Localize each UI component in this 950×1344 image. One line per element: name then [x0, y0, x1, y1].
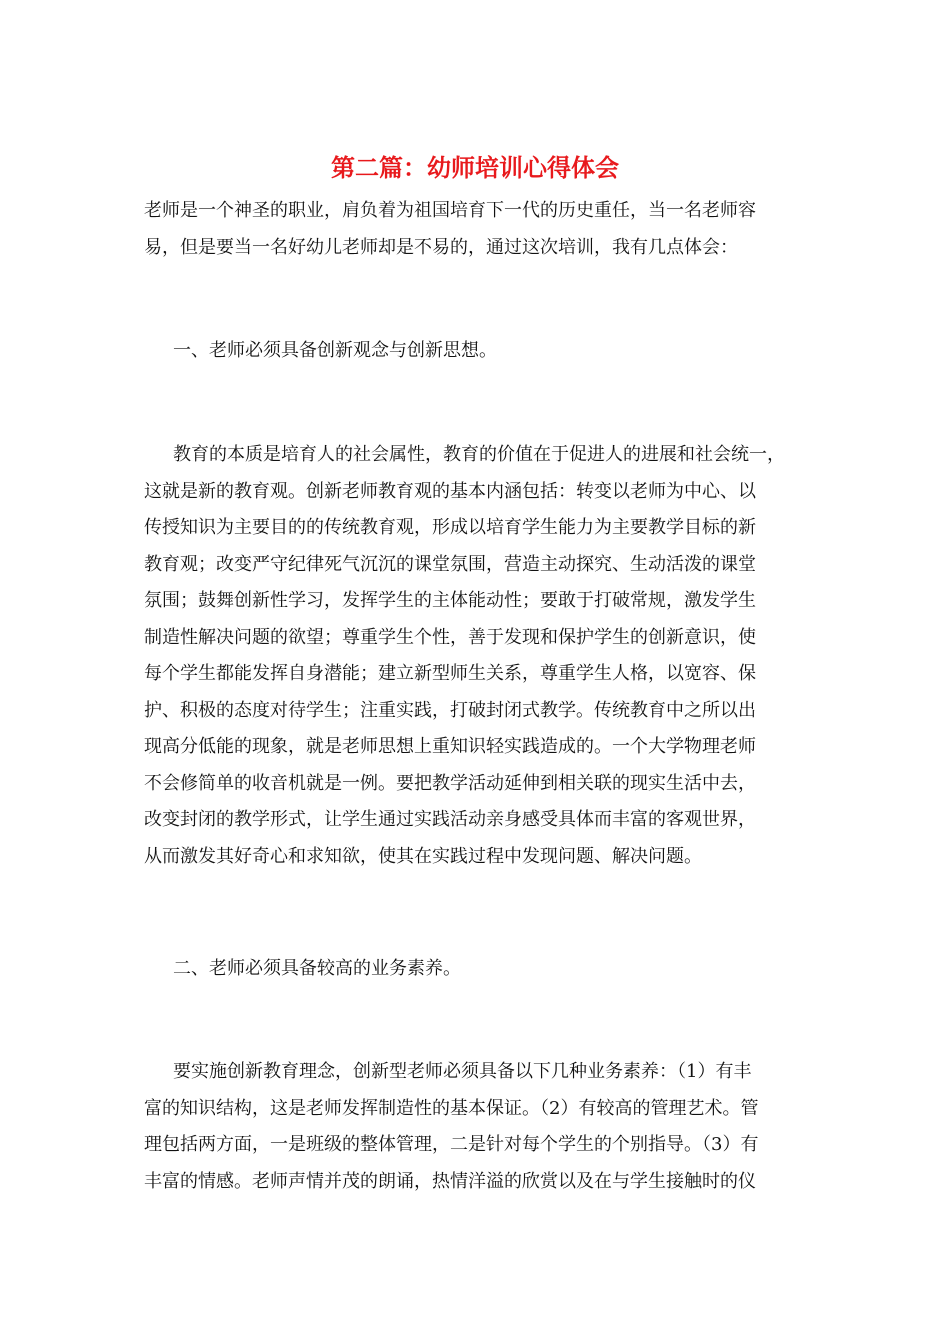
heading-text: 一、老师必须具备创新观念与创新思想。 [173, 340, 497, 361]
text-line: 丰富的情感。老师声情并茂的朗诵，热情洋溢的欣赏以及在与学生接触时的仪 [144, 1170, 756, 1192]
text-line: 传授知识为主要目的的传统教育观，形成以培育学生能力为主要教学目标的新 [144, 517, 756, 538]
text-line: 理包括两方面，一是班级的整体管理，二是针对每个学生的个别指导。（3）有 [144, 1134, 759, 1155]
section-heading-1 [144, 333, 808, 370]
text-line: 这就是新的教育观。创新老师教育观的基本内涵包括：转变以老师为中心、以 [144, 480, 756, 502]
text-line: 不会修简单的收音机就是一例。要把教学活动延伸到相关联的现实生活中去， [144, 772, 756, 794]
intro-paragraph [144, 193, 808, 266]
text-line: 现高分低能的现象，就是老师思想上重知识轻实践造成的。一个大学物理老师 [144, 736, 756, 757]
text-line: 每个学生都能发挥自身潜能；建立新型师生关系，尊重学生人格，以宽容、保 [144, 663, 756, 684]
text-line: 护、积极的态度对待学生；注重实践，打破封闭式教学。传统教育中之所以出 [144, 699, 756, 721]
heading-text: 二、老师必须具备较高的业务素养。 [173, 958, 461, 979]
text-line: 教育观；改变严守纪律死气沉沉的课堂氛围，营造主动探究、生动活泼的课堂 [144, 553, 756, 575]
section-paragraph-2 [144, 1054, 808, 1200]
text-line: 易，但是要当一名好幼儿老师却是不易的，通过这次培训，我有几点体会： [144, 236, 738, 258]
text-line: 要实施创新教育理念，创新型老师必须具备以下几种业务素养：（1）有丰 [173, 1061, 752, 1082]
section-paragraph-1 [144, 437, 808, 875]
text-line: 老师是一个神圣的职业，肩负着为祖国培育下一代的历史重任，当一名老师容 [144, 200, 756, 221]
text-line: 改变封闭的教学形式，让学生通过实践活动亲身感受具体而丰富的客观世界， [144, 809, 756, 830]
section-heading-2 [144, 951, 808, 988]
text-line: 教育的本质是培育人的社会属性，教育的价值在于促进人的进展和社会统一， [173, 444, 785, 465]
text-line: 氛围；鼓舞创新性学习，发挥学生的主体能动性；要敢于打破常规，激发学生 [144, 590, 756, 611]
text-line: 制造性解决问题的欲望；尊重学生个性，善于发现和保护学生的创新意识，使 [144, 626, 756, 648]
text-line: 富的知识结构，这是老师发挥制造性的基本保证。（2）有较高的管理艺术。管 [144, 1097, 759, 1119]
document-title: 第二篇：幼师培训心得体会 [331, 153, 619, 182]
text-line: 从而激发其好奇心和求知欲，使其在实践过程中发现问题、解决问题。 [144, 845, 702, 867]
